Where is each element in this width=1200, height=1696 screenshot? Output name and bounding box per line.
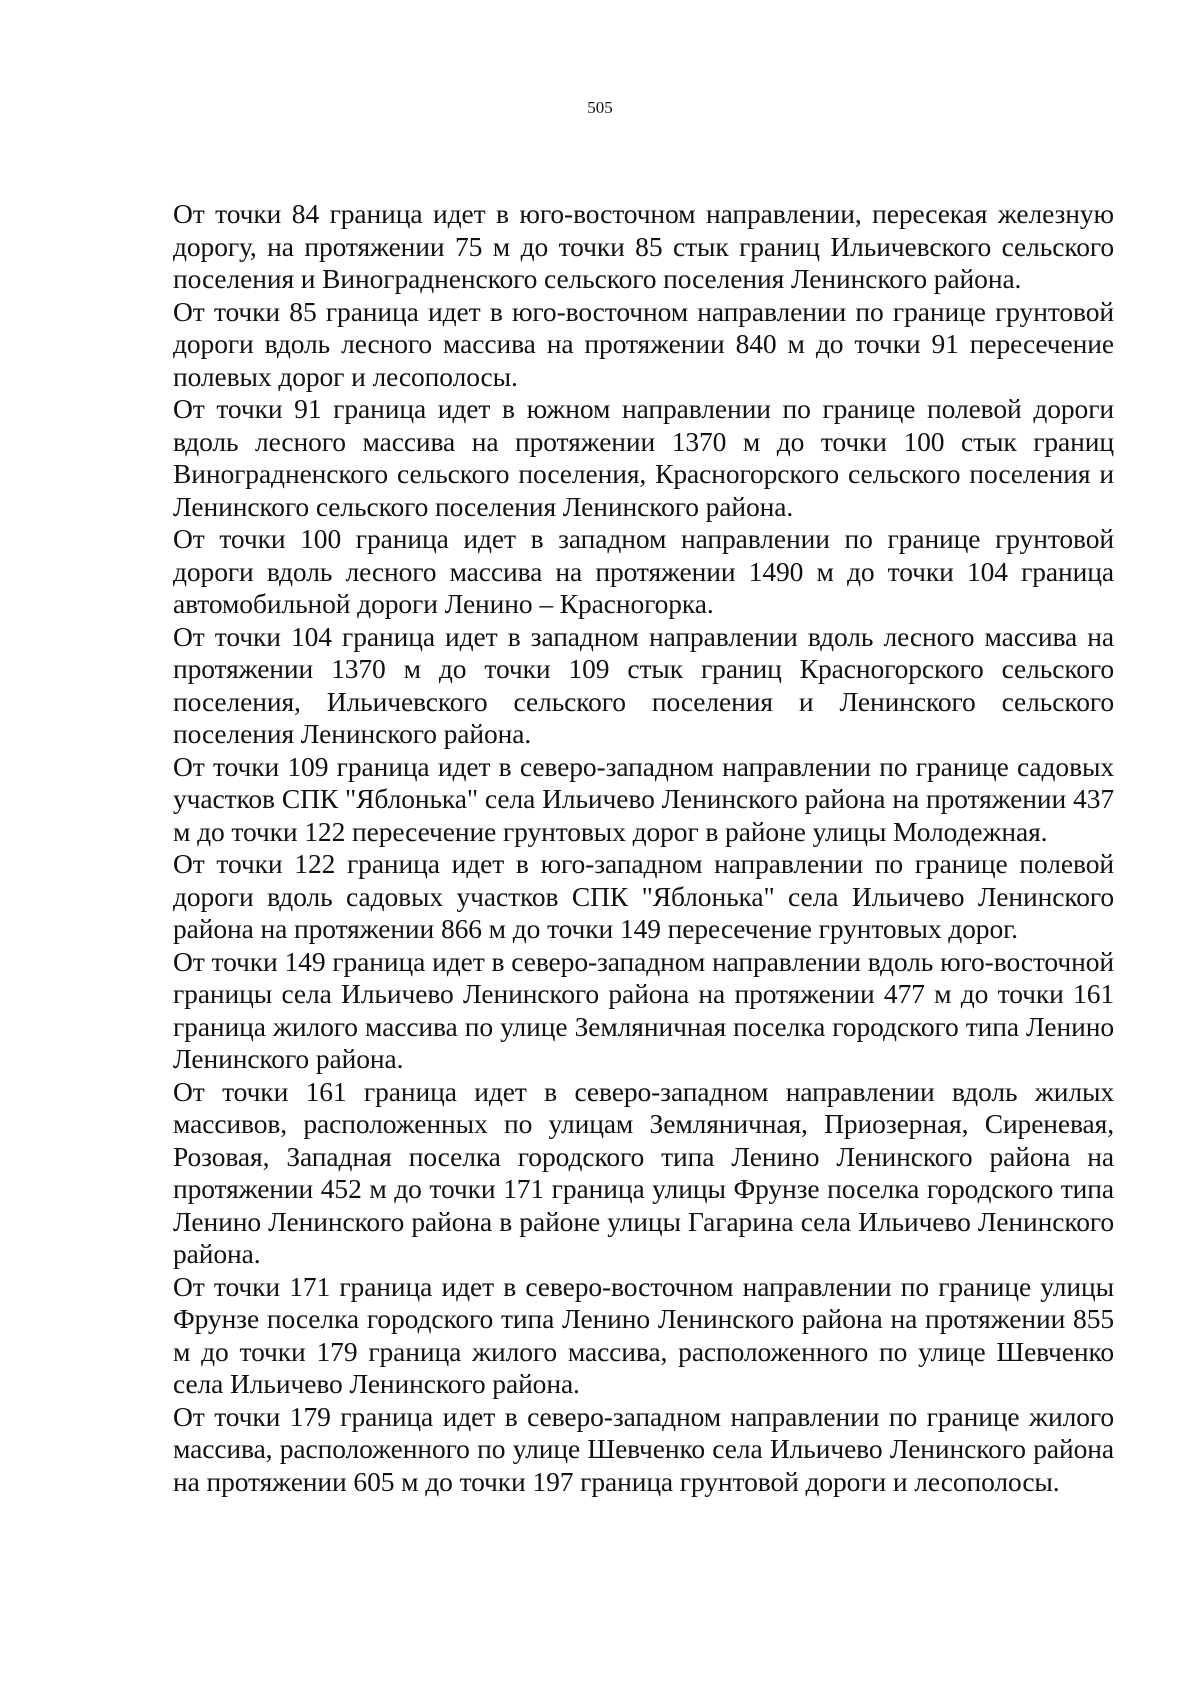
- paragraph: От точки 149 граница идет в северо-западном направлении вдоль юго-восточной границы села Ильичево Ленинского района на протяжении 477 м до точки 161 граница жилого массива по улице Земляничная поселка городского типа Ленино Ленинского района.: [173, 945, 1114, 1074]
- paragraph: От точки 91 граница идет в южном направлении по границе полевой дороги вдоль лесного массива на протяжении 1370 м до точки 100 стык границ Виноградненского сельского поселения, Красногорского сельского поселения и Ленинского сельского поселения Ленинского района.: [173, 393, 1114, 522]
- paragraph: От точки 171 граница идет в северо-восточном направлении по границе улицы Фрунзе поселка городского типа Ленино Ленинского района на протяжении 855 м до точки 179 граница жилого массива, расположенного по улице Шевченко села Ильичево Ленинского района.: [173, 1270, 1114, 1399]
- page-number: 505: [587, 98, 613, 117]
- paragraph: От точки 109 граница идет в северо-западном направлении по границе садовых участков СПК "Яблонька" села Ильичево Ленинского района на протяжении 437 м до точки 122 пересечение грунтовых дорог в районе улицы Молодежная.: [173, 750, 1114, 847]
- document-body: [173, 198, 1114, 1498]
- paragraph: От точки 104 граница идет в западном направлении вдоль лесного массива на протяжении 1370 м до точки 109 стык границ Красногорского сельского поселения, Ильичевского сельского поселения и Ленинского сельского поселения Ленинского района.: [173, 620, 1114, 749]
- paragraph: От точки 122 граница идет в юго-западном направлении по границе полевой дороги вдоль садовых участков СПК "Яблонька" села Ильичево Ленинского района на протяжении 866 м до точки 149 пересечение грунтовых дорог.: [173, 848, 1114, 944]
- paragraph: От точки 161 граница идет в северо-западном направлении вдоль жилых массивов, расположенных по улицам Земляничная, Приозерная, Сиреневая, Розовая, Западная поселка городского типа Ленино Ленинского района на протяжении 452 м до точки 171 граница улицы Фрунзе поселка городского типа Ленино Ленинского района в районе улицы Гагарина села Ильичево Ленинского района.: [173, 1075, 1114, 1269]
- paragraph: От точки 85 граница идет в юго-восточном направлении по границе грунтовой дороги вдоль лесного массива на протяжении 840 м до точки 91 пересечение полевых дорог и лесополосы.: [173, 295, 1114, 392]
- paragraph: От точки 84 граница идет в юго-восточном направлении, пересекая железную дорогу, на протяжении 75 м до точки 85 стык границ Ильичевского сельского поселения и Виноградненского сельского поселения Ленинского района.: [173, 198, 1114, 294]
- paragraph: От точки 100 граница идет в западном направлении по границе грунтовой дороги вдоль лесного массива на протяжении 1490 м до точки 104 граница автомобильной дороги Ленино – Красногорка.: [173, 523, 1114, 619]
- paragraph: От точки 179 граница идет в северо-западном направлении по границе жилого массива, расположенного по улице Шевченко села Ильичево Ленинского района на протяжении 605 м до точки 197 граница грунтовой дороги и лесополосы.: [173, 1400, 1114, 1497]
